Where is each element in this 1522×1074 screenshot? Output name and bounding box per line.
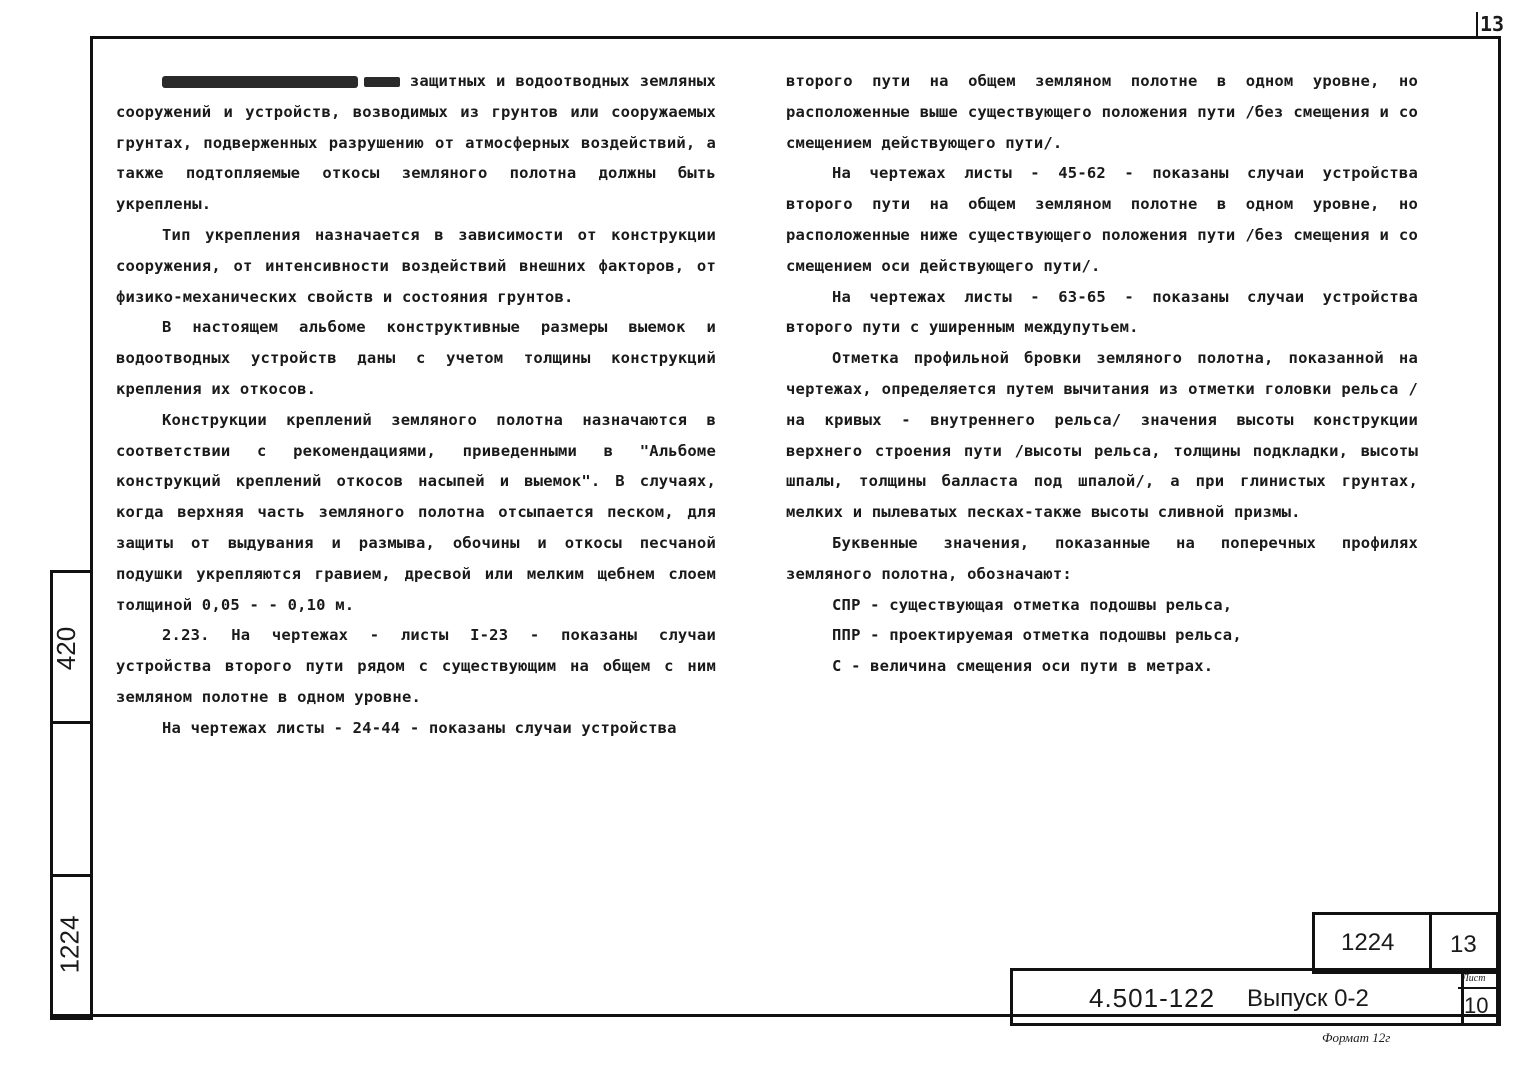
title-block-sheet-number-cell bbox=[1458, 968, 1499, 1026]
issue-label: Выпуск 0-2 bbox=[1247, 985, 1369, 1012]
side-stamp-top-label: 420 bbox=[51, 626, 82, 671]
title-block-code-cell bbox=[1312, 912, 1432, 974]
title-block-sheet-cell bbox=[1426, 912, 1499, 974]
right-paragraph-3: На чертежах листы - 63-65 - показаны случаи устройства второго пути с уширенным междупутьем. bbox=[786, 287, 1418, 337]
left-paragraph-3: В настоящем альбоме конструктивные размеры выемок и водоотводных устройств даны с учетом толщины конструкций крепления их откосов. bbox=[116, 318, 716, 398]
right-paragraph-1: второго пути на общем земляном полотне в одном уровне, но расположенные выше существующего положения пути /без смещения и со смещением действующего пути/. bbox=[786, 72, 1418, 152]
left-paragraph-2: Тип укрепления назначается в зависимости от конструкции сооружения, от интенсивности воздействий внешних факторов, от физико-механических свойств и состояния грунтов. bbox=[116, 225, 716, 306]
title-block-sheet-top: 13 bbox=[1450, 931, 1477, 958]
left-paragraph-4: Конструкции креплений земляного полотна назначаются в соответствии с рекомендациями, приведенными в "Альбоме конструкций креплений откосов насыпей и выемок". В случаях, когда верхняя часть земляного полотна отсыпается песком, для защиты от выдувания и размыва, обочины и откосы песчаной подушки укрепляются гравием, дресвой или мелким щебнем слоем толщиной 0,05 - - 0,10 м. bbox=[116, 410, 716, 614]
corner-sheet-number: 13 bbox=[1480, 12, 1505, 36]
side-stamp-bottom bbox=[50, 874, 93, 1020]
document-number: 4.501-122 bbox=[1089, 983, 1216, 1013]
left-paragraph-1: защитных и водоотводных земляных сооружений и устройств, возводимых из грунтов или сооружаемых грунтах, подверженных разрушению от атмосферных воздействий, а также подтопляемые откосы земляного полотна должны быть укреплены. bbox=[116, 72, 716, 214]
side-stamp-bottom-label: 1224 bbox=[54, 915, 85, 974]
right-paragraph-5: Буквенные значения, показанные на поперечных профилях земляного полотна, обозначают: bbox=[786, 533, 1418, 583]
title-block-main-cell bbox=[1010, 968, 1464, 1026]
side-stamp-middle bbox=[50, 718, 93, 877]
frame-top-line bbox=[92, 36, 1501, 39]
legend-item-c: С - величина смещения оси пути в метрах. bbox=[832, 657, 1214, 676]
format-label: Формат 12г bbox=[1322, 1030, 1391, 1045]
redaction-blot bbox=[364, 77, 400, 87]
sheet-label: Лист bbox=[1462, 973, 1486, 984]
left-text-column bbox=[116, 66, 716, 744]
corner-divider bbox=[1476, 12, 1478, 38]
sheet-divider bbox=[1458, 987, 1496, 989]
frame-right-line bbox=[1498, 36, 1501, 1026]
side-stamp-top bbox=[50, 570, 93, 724]
legend-item-spr: СПР - существующая отметка подошвы рельса, bbox=[832, 595, 1233, 614]
sheet-number: 10 bbox=[1464, 993, 1489, 1018]
right-text-column bbox=[786, 66, 1418, 682]
legend-item-ppr: ППР - проектируемая отметка подошвы рельса, bbox=[832, 626, 1242, 645]
left-paragraph-6: На чертежах листы - 24-44 - показаны случаи устройства bbox=[162, 718, 677, 737]
redaction-blot bbox=[162, 76, 358, 88]
right-paragraph-4: Отметка профильной бровки земляного полотна, показанной на чертежах, определяется путем вычитания из отметки головки рельса /на кривых - внутреннего рельса/ значения высоты конструкции верхнего строения пути /высоты рельса, толщины подкладки, высоты шпалы, толщины балласта под шпалой/, а при глинистых грунтах, мелких и пылеватых песках-также высоты сливной призмы. bbox=[786, 349, 1418, 522]
right-paragraph-2: На чертежах листы - 45-62 - показаны случаи устройства второго пути на общем земляном полотне в одном уровне, но расположенные ниже существующего положения пути /без смещения и со смещением оси действующего пути/. bbox=[786, 164, 1418, 275]
title-block-code: 1224 bbox=[1341, 929, 1395, 956]
left-paragraph-5: 2.23. На чертежах - листы I-23 - показаны случаи устройства второго пути рядом с существующим на общем с ним земляном полотне в одном уровне. bbox=[116, 626, 716, 706]
